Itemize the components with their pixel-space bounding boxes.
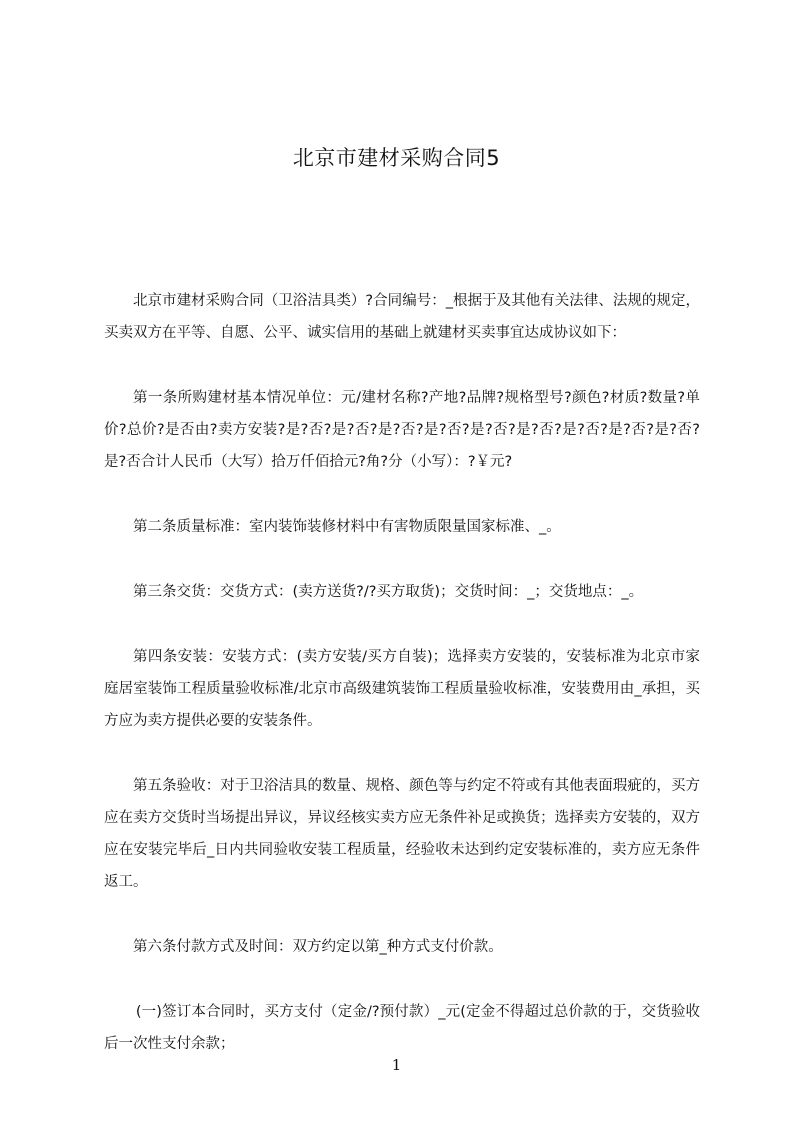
paragraph-article-4: 第四条安装：安装方式：(卖方安装/买方自装)；选择卖方安装的，安装标准为北京市家庭居室装饰工程质量验收标准/北京市高级建筑装饰工程质量验收标准，安装费用由_承担，买方应为卖方提供必要的安装条件。	[104, 649, 700, 729]
paragraph-article-6: 第六条付款方式及时间：双方约定以第_种方式支付价款。	[133, 939, 503, 955]
paragraph-article-5: 第五条验收：对于卫浴洁具的数量、规格、颜色等与约定不符或有其他表面瑕疵的，买方应在卖方交货时当场提出异议，异议经核实卖方应无条件补足或换货；选择卖方安装的，双方应在安装完毕后_日内共同验收安装工程质量，经验收未达到约定安装标准的，卖方应无条件返工。	[104, 778, 700, 890]
page-number: 1	[391, 1056, 402, 1074]
paragraph-article-3: 第三条交货：交货方式：(卖方送货?/?买方取货)；交货时间：_；交货地点：_。	[133, 584, 644, 600]
paragraph-article-2: 第二条质量标准：室内装饰装修材料中有害物质限量国家标准、_。	[133, 519, 561, 535]
paragraph-intro: 北京市建材采购合同（卫浴洁具类）?合同编号：_根据于及其他有关法律、法规的规定，买卖双方在平等、自愿、公平、诚实信用的基础上就建材买卖事宜达成协议如下：	[104, 293, 700, 341]
contract-body	[104, 285, 700, 1093]
document-title: 北京市建材采购合同5	[292, 146, 501, 170]
paragraph-article-1: 第一条所购建材基本情况单位：元/建材名称?产地?品牌?规格型号?颜色?材质?数量?单价?总价?是否由?卖方安装?是?否?是?否?是?否?是?否?是?否?是?否?是?否?是?否?是?否?是?否合计人民币（大写）拾万仟佰拾元?角?分（小写）：?￥元?	[104, 390, 700, 470]
paragraph-payment-option-1: (一)签订本合同时，买方支付（定金/?预付款）_元(定金不得超过总价款的于，交货验收后一次性支付余款；	[104, 1004, 700, 1052]
